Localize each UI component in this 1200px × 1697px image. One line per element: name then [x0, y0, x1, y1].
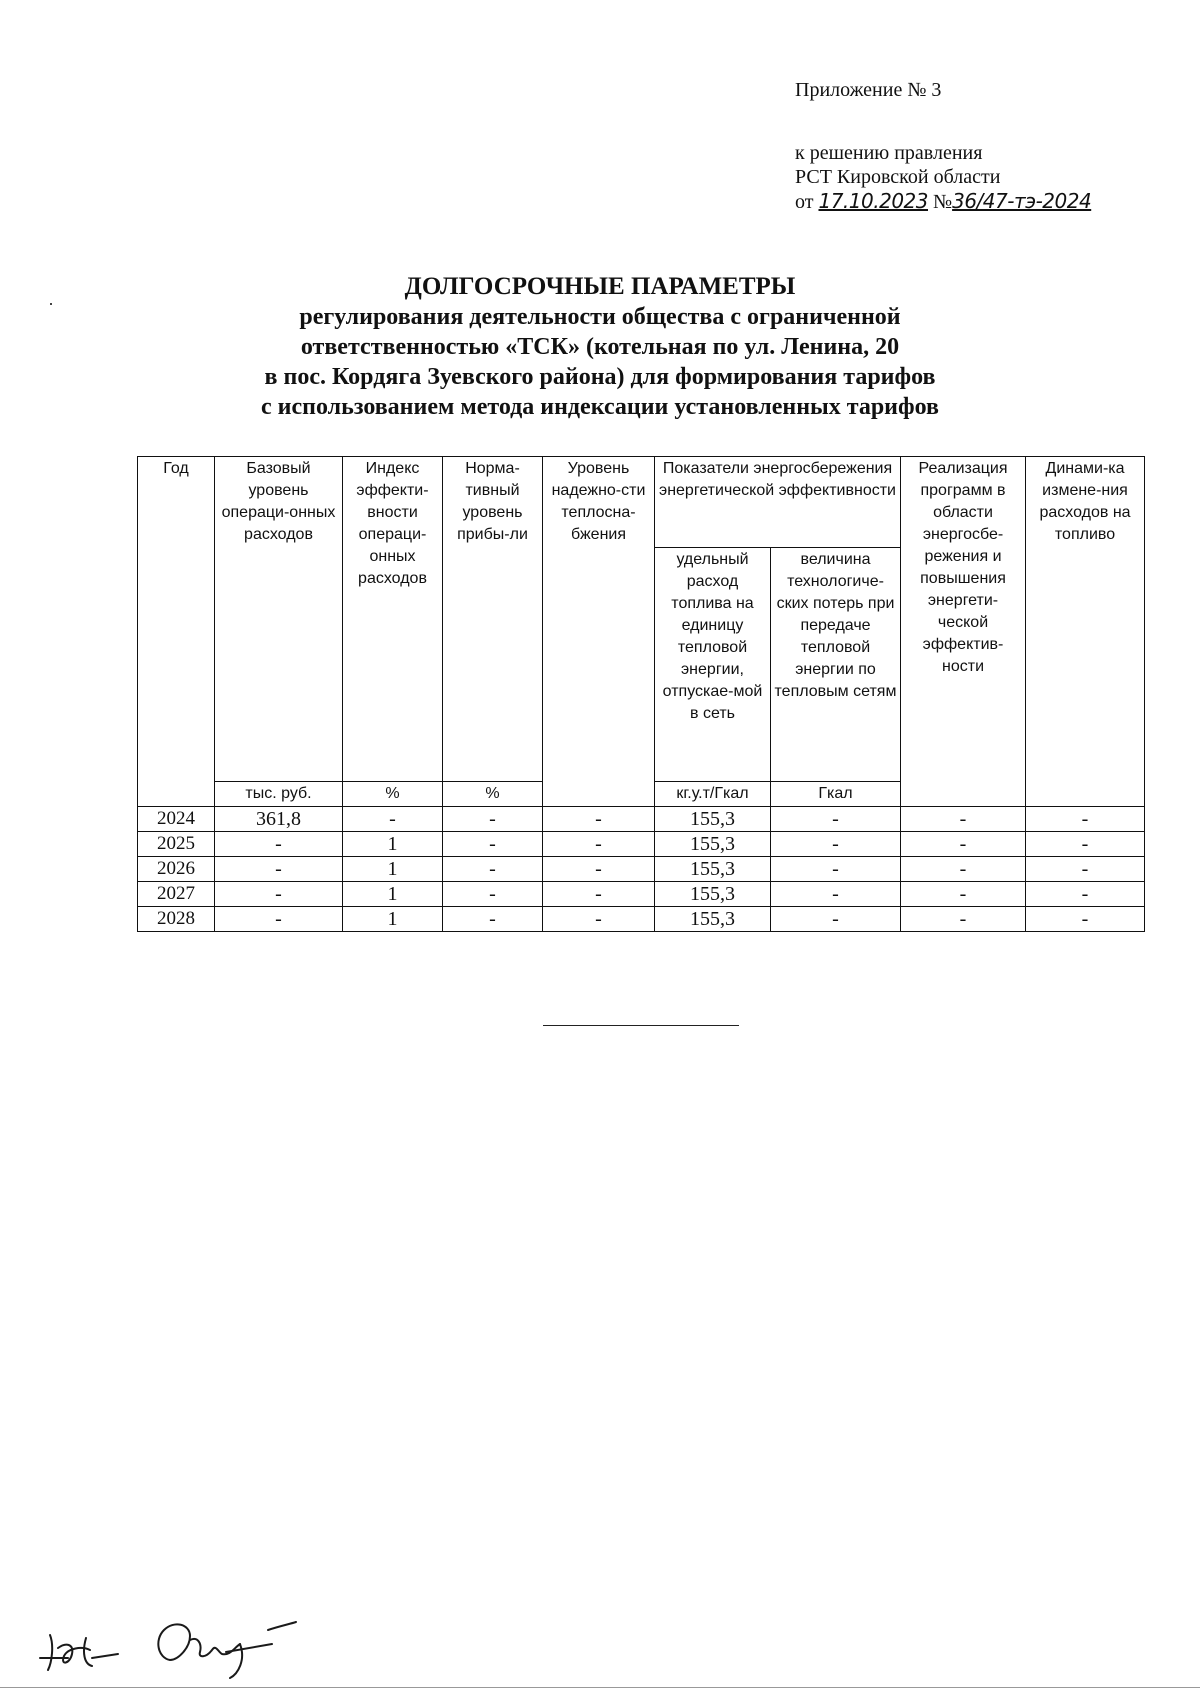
title-line-4: в пос. Кордяга Зуевского района) для формирования тарифов [264, 364, 936, 390]
cell-heat-losses: - [771, 807, 901, 832]
cell-programs: - [901, 832, 1026, 857]
cell-base-opex: - [215, 882, 343, 907]
cell-reliability: - [543, 882, 655, 907]
cell-reliability: - [543, 857, 655, 882]
cell-efficiency-index: 1 [343, 907, 443, 932]
cell-year: 2027 [138, 882, 215, 907]
title-line-1: ДОЛГОСРОЧНЫЕ ПАРАМЕТРЫ [404, 273, 796, 300]
cell-programs: - [901, 907, 1026, 932]
cell-heat-losses: - [771, 857, 901, 882]
title-line-3: ответственностью «ТСК» (котельная по ул. Ленина, 20 [300, 334, 900, 360]
col-header-energy-group: Показатели энергосбережения энергетической эффективности [655, 457, 901, 548]
decision-number: 36/47-тэ-2024 [952, 189, 1092, 213]
page-edge-line [0, 1687, 1200, 1688]
table-row [138, 807, 1145, 832]
cell-profit-level: - [443, 832, 543, 857]
cell-fuel-rate: 155,3 [655, 907, 771, 932]
unit-profit-level: % [443, 782, 543, 807]
unit-heat-losses: Гкал [771, 782, 901, 807]
cell-profit-level: - [443, 807, 543, 832]
cell-heat-losses: - [771, 907, 901, 932]
cell-fuel-dynamics: - [1026, 807, 1145, 832]
cell-profit-level: - [443, 857, 543, 882]
title-line-2: регулирования деятельности общества с ограниченной [299, 304, 901, 330]
col-header-fuel-dynamics: Динами-ка измене-ния расходов на топливо [1026, 457, 1145, 807]
cell-base-opex: 361,8 [215, 807, 343, 832]
col-header-profit-level: Норма-тивный уровень прибы-ли [443, 457, 543, 782]
cell-fuel-rate: 155,3 [655, 882, 771, 907]
cell-fuel-rate: 155,3 [655, 832, 771, 857]
decision-line-1: к решению правления [795, 142, 983, 164]
col-header-base-opex: Базовый уровень операци-онных расходов [215, 457, 343, 782]
cell-programs: - [901, 882, 1026, 907]
cell-efficiency-index: - [343, 807, 443, 832]
table-row [138, 882, 1145, 907]
cell-year: 2025 [138, 832, 215, 857]
separator-line [543, 1025, 739, 1026]
decision-reference [795, 141, 1091, 214]
appendix-label: Приложение № 3 [795, 79, 942, 101]
table-row [138, 907, 1145, 932]
col-header-programs: Реализация программ в области энергосбе-режения и повышения энергети-ческой эффектив-ности [901, 457, 1026, 807]
decision-line-2: РСТ Кировской области [795, 166, 1001, 188]
from-label: от [795, 191, 814, 213]
handwritten-signature [30, 1600, 310, 1680]
scan-speck [50, 303, 52, 305]
table-row [138, 832, 1145, 857]
cell-year: 2028 [138, 907, 215, 932]
unit-efficiency-index: % [343, 782, 443, 807]
unit-fuel-rate: кг.у.т/Гкал [655, 782, 771, 807]
decision-date: 17.10.2023 [818, 189, 928, 213]
cell-fuel-rate: 155,3 [655, 857, 771, 882]
cell-fuel-rate: 155,3 [655, 807, 771, 832]
cell-base-opex: - [215, 857, 343, 882]
decision-line-3 [795, 189, 1091, 214]
cell-base-opex: - [215, 907, 343, 932]
cell-profit-level: - [443, 907, 543, 932]
cell-programs: - [901, 857, 1026, 882]
col-header-efficiency-index: Индекс эффекти-вности операци-онных расходов [343, 457, 443, 782]
cell-reliability: - [543, 832, 655, 857]
cell-efficiency-index: 1 [343, 832, 443, 857]
cell-fuel-dynamics: - [1026, 857, 1145, 882]
col-header-heat-losses: величина технологиче-ских потерь при передаче тепловой энергии по тепловым сетям [771, 548, 901, 782]
cell-base-opex: - [215, 832, 343, 857]
cell-reliability: - [543, 807, 655, 832]
cell-fuel-dynamics: - [1026, 882, 1145, 907]
unit-base-opex: тыс. руб. [215, 782, 343, 807]
number-label: № [933, 191, 953, 213]
header-row-1 [138, 457, 1145, 548]
cell-heat-losses: - [771, 882, 901, 907]
cell-profit-level: - [443, 882, 543, 907]
cell-fuel-dynamics: - [1026, 907, 1145, 932]
cell-fuel-dynamics: - [1026, 832, 1145, 857]
title-line-5: с использованием метода индексации установленных тарифов [261, 394, 939, 420]
cell-efficiency-index: 1 [343, 882, 443, 907]
document-title [100, 272, 1100, 422]
table-row [138, 857, 1145, 882]
cell-programs: - [901, 807, 1026, 832]
cell-year: 2024 [138, 807, 215, 832]
cell-reliability: - [543, 907, 655, 932]
parameters-table [137, 456, 1145, 932]
cell-efficiency-index: 1 [343, 857, 443, 882]
cell-year: 2026 [138, 857, 215, 882]
cell-heat-losses: - [771, 832, 901, 857]
col-header-year: Год [138, 457, 215, 807]
col-header-reliability: Уровень надежно-сти теплосна-бжения [543, 457, 655, 807]
col-header-fuel-rate: удельный расход топлива на единицу тепловой энергии, отпускае-мой в сеть [655, 548, 771, 782]
